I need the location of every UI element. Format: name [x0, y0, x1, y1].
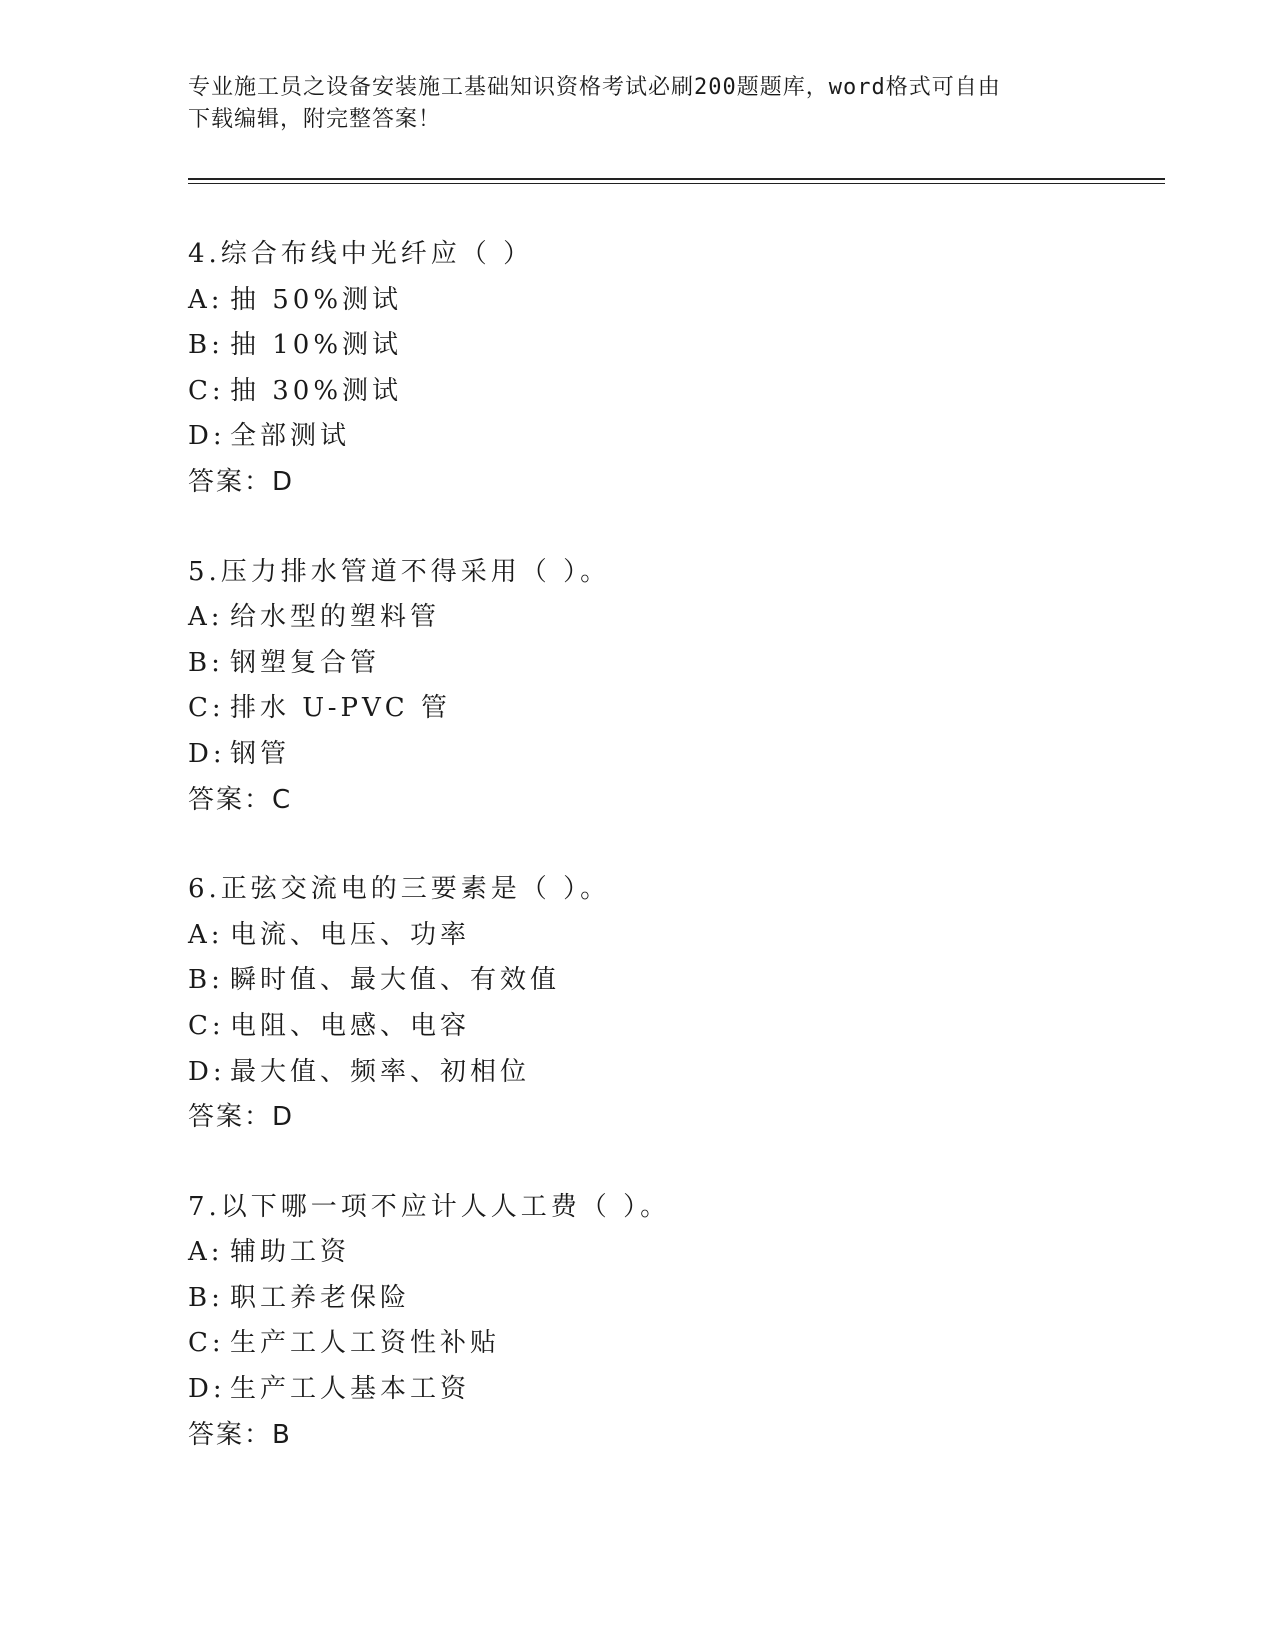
option-letter: A:: [188, 919, 224, 950]
option-d: [188, 1050, 1168, 1096]
option-text: 全部测试: [230, 421, 351, 452]
option-text: 电阻、电感、电容: [230, 1010, 471, 1041]
option-text: 排水 U-PVC 管: [230, 693, 451, 724]
option-text: 给水型的塑料管: [230, 602, 441, 633]
option-c: [188, 1321, 1168, 1367]
question-4: [188, 232, 1168, 506]
question-stem: 6.正弦交流电的三要素是（ ）。: [188, 874, 611, 905]
option-a: [188, 1230, 1168, 1276]
option-b: [188, 958, 1168, 1004]
option-text: 抽 30%测试: [230, 375, 403, 406]
header-line-2: 下载编辑，附完整答案！: [188, 107, 442, 132]
question-stem: 4.综合布线中光纤应（ ）: [188, 239, 534, 269]
option-d: [188, 1367, 1168, 1413]
option-a: [188, 278, 1168, 324]
option-text: 钢管: [230, 738, 291, 769]
option-c: [188, 369, 1168, 415]
question-list: [188, 232, 1168, 1502]
option-text: 职工养老保险: [230, 1282, 411, 1313]
option-a: [188, 595, 1168, 641]
answer-line: 答案：B: [188, 1419, 292, 1450]
answer-line: 答案：C: [188, 784, 293, 815]
option-a: [188, 913, 1168, 959]
header-line-1: 专业施工员之设备安装施工基础知识资格考试必刷200题题库，word格式可自由: [188, 75, 1001, 100]
document-header: [188, 72, 1088, 136]
option-letter: B:: [188, 647, 224, 678]
header-divider: [188, 178, 1165, 184]
option-d: [188, 414, 1168, 460]
option-c: [188, 686, 1168, 732]
option-letter: D:: [188, 738, 226, 769]
question-stem: 7.以下哪一项不应计人人工费（ ）。: [188, 1191, 671, 1222]
answer-line: 答案：D: [188, 466, 295, 497]
option-letter: C:: [188, 1328, 225, 1359]
option-letter: A:: [188, 284, 224, 315]
option-d: [188, 732, 1168, 778]
option-b: [188, 1276, 1168, 1322]
option-text: 最大值、频率、初相位: [230, 1056, 531, 1087]
option-letter: C:: [188, 375, 225, 406]
question-7: [188, 1185, 1168, 1459]
option-letter: B:: [188, 965, 224, 996]
question-5: [188, 550, 1168, 824]
option-text: 生产工人基本工资: [230, 1374, 471, 1405]
option-b: [188, 641, 1168, 687]
question-stem: 5.压力排水管道不得采用（ ）。: [188, 556, 611, 587]
option-text: 瞬时值、最大值、有效值: [230, 965, 561, 996]
option-letter: D:: [188, 1374, 226, 1405]
option-letter: B:: [188, 1282, 224, 1313]
option-letter: A:: [188, 602, 224, 633]
answer-line: 答案：D: [188, 1102, 295, 1133]
option-text: 抽 10%测试: [230, 330, 403, 361]
option-b: [188, 323, 1168, 369]
option-letter: A:: [188, 1237, 224, 1268]
option-text: 电流、电压、功率: [230, 919, 471, 950]
option-letter: D:: [188, 1056, 226, 1087]
option-letter: B:: [188, 330, 224, 361]
option-text: 钢塑复合管: [230, 647, 381, 678]
option-letter: D:: [188, 421, 226, 452]
question-6: [188, 867, 1168, 1141]
option-text: 辅助工资: [230, 1237, 351, 1268]
option-letter: C:: [188, 693, 225, 724]
option-c: [188, 1004, 1168, 1050]
option-text: 生产工人工资性补贴: [230, 1328, 501, 1359]
option-text: 抽 50%测试: [230, 284, 403, 315]
option-letter: C:: [188, 1010, 225, 1041]
